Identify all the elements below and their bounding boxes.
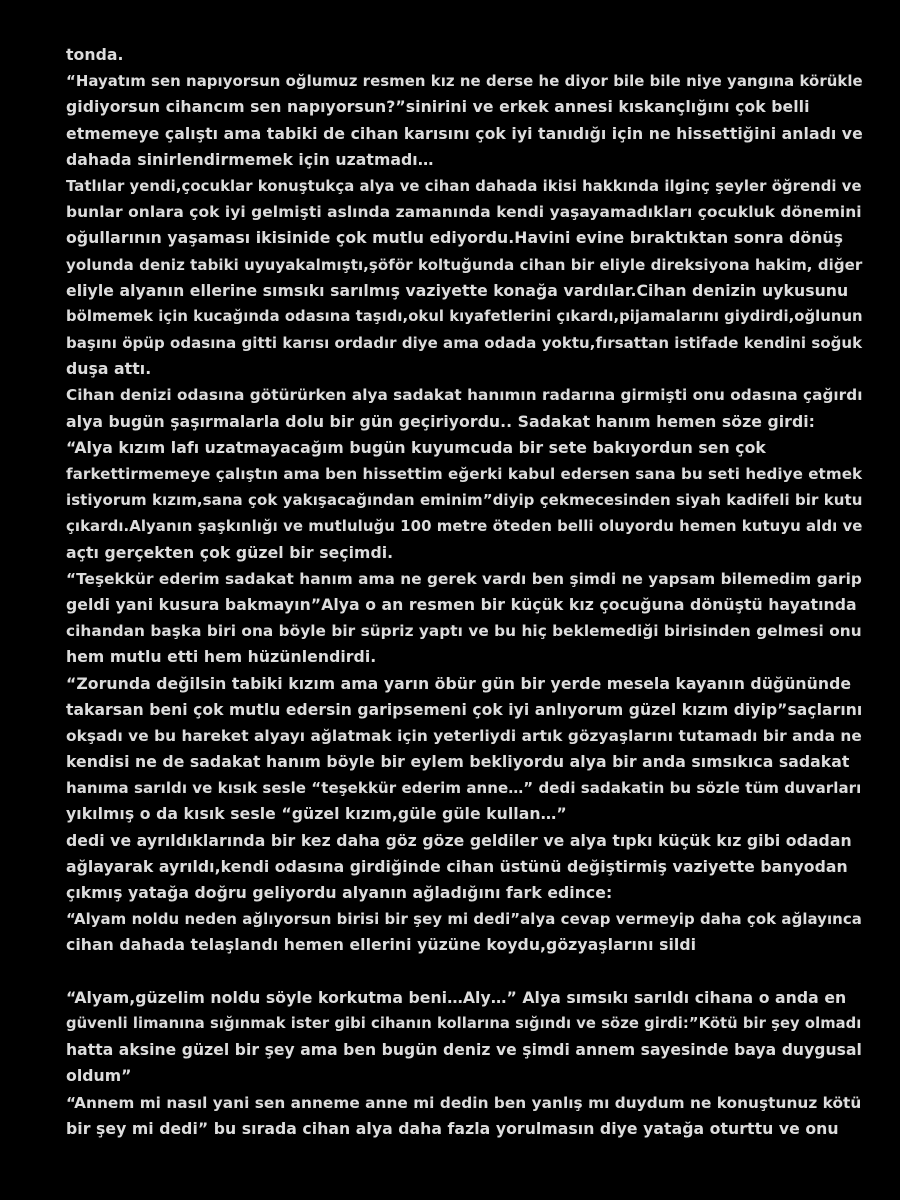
text-line: “Teşekkür ederim sadakat hanım ama ne gerek vardı ben şimdi ne yapsam bilemedim garip	[66, 569, 862, 588]
text-line: etmemeye çalıştı ama tabiki de cihan karısını çok iyi tanıdığı için ne hissettiğini anladı ve	[66, 123, 863, 143]
text-line: Cihan denizi odasına götürürken alya sadakat hanımın radarına girmişti onu odasına çağırdı	[66, 386, 863, 405]
text-line: eliyle alyanın ellerine sımsıkı sarılmış vaziyette konağa vardılar.Cihan denizin uykusunu	[66, 280, 849, 300]
text-line: çıkmış yatağa doğru geliyordu alyanın ağladığını fark edince:	[66, 883, 613, 902]
text-line: güvenli limanına sığınmak ister gibi cihanın kollarına sığındı ve söze girdi:”Kötü bir şey olmadı	[66, 1014, 862, 1032]
text-line: “Alya kızım lafı uzatmayacağım bugün kuyumcuda bir sete bakıyordun sen çok	[66, 437, 766, 457]
text-line: “Alyam,güzelim noldu söyle korkutma beni…Aly…” Alya sımsıkı sarıldı cihana o anda en	[66, 987, 847, 1007]
story-text	[66, 42, 866, 1142]
document-page	[66, 42, 866, 1142]
text-line: alya bugün şaşırmalarla dolu bir gün geçiriyordu.. Sadakat hanım hemen söze girdi:	[66, 411, 815, 431]
text-line: “Hayatım sen napıyorsun oğlumuz resmen kız ne derse he diyor bile bile niye yangına körükle	[66, 72, 863, 91]
text-line: yıkılmış o da kısık sesle “güzel kızım,güle güle kullan…”	[66, 804, 567, 824]
text-line: dahada sinirlendirmemek için uzatmadı…	[66, 149, 434, 169]
text-line: “Alyam noldu neden ağlıyorsun birisi bir şey mi dedi”alya cevap vermeyip daha çok ağlayınca	[66, 910, 862, 929]
text-line: “Annem mi nasıl yani sen anneme anne mi dedin ben yanlış mı duydum ne konuştunuz kötü	[66, 1093, 862, 1112]
text-line: bir şey mi dedi” bu sırada cihan alya daha fazla yorulmasın diye yatağa oturttu ve onu	[66, 1118, 839, 1138]
text-line: çıkardı.Alyanın şaşkınlığı ve mutluluğu 100 metre öteden belli oluyordu hemen kutuyu aldı ve	[66, 517, 863, 536]
text-line: cihan dahada telaşlandı hemen ellerini yüzüne koydu,gözyaşlarını sildi	[66, 935, 697, 955]
text-line: Tatlılar yendi,çocuklar konuştukça alya ve cihan dahada ikisi hakkında ilginç şeyler öğrendi ve	[66, 176, 862, 195]
text-line: yolunda deniz tabiki uyuyakalmıştı,şöför koltuğunda cihan bir eliyle direksiyona hakim, diğer	[66, 255, 863, 274]
text-line: ağlayarak ayrıldı,kendi odasına girdiğinde cihan üstünü değiştirmiş vaziyette banyodan	[66, 856, 848, 876]
text-line: takarsan beni çok mutlu edersin garipsemeni çok iyi anlıyorum güzel kızım diyip”saçlarını	[66, 700, 863, 719]
text-line: dedi ve ayrıldıklarında bir kez daha göz göze geldiler ve alya tıpkı küçük kız gibi odadan	[66, 830, 852, 850]
paragraph-break	[66, 959, 866, 985]
text-line: okşadı ve bu hareket alyayı ağlatmak için yeterliydi artık gözyaşlarını tutamadı bir anda ne	[66, 726, 862, 745]
text-line: başını öpüp odasına gitti karısı ordadır diye ama odada yoktu,fırsattan istifade kendini soğuk	[66, 334, 863, 353]
text-line: açtı gerçekten çok güzel bir seçimdi.	[66, 542, 394, 562]
text-line: istiyorum kızım,sana çok yakışacağından eminim”diyip çekmecesinden siyah kadifeli bir kutu	[66, 491, 863, 510]
text-line: bölmemek için kucağında odasına taşıdı,okul kıyafetlerini çıkardı,pijamalarını giydirdi,oğlunun	[66, 307, 863, 325]
text-line: duşa attı.	[66, 359, 152, 379]
text-line: oldum”	[66, 1066, 132, 1086]
text-line: cihandan başka biri ona böyle bir süpriz yaptı ve bu hiç beklemediği birisinden gelmesi onu	[66, 622, 862, 641]
text-line: farkettirmemeye çalıştın ama ben hissettim eğerki kabul edersen sana bu seti hediye etmek	[66, 465, 863, 483]
text-line: “Zorunda değilsin tabiki kızım ama yarın öbür gün bir yerde mesela kayanın düğününde	[66, 673, 852, 693]
text-line: gidiyorsun cihancım sen napıyorsun?”sinirini ve erkek annesi kıskançlığını çok belli	[66, 97, 810, 117]
text-line: hanıma sarıldı ve kısık sesle “teşekkür ederim anne…” dedi sadakatin bu sözle tüm duvarları	[66, 779, 862, 798]
text-line: geldi yani kusura bakmayın”Alya o an resmen bir küçük kız çocuğuna dönüştü hayatında	[66, 594, 857, 614]
text-line: bunlar onlara çok iyi gelmişti aslında zamanında kendi yaşayamadıkları çocukluk dönemini	[66, 203, 862, 222]
text-line: tonda.	[66, 45, 124, 64]
text-line: kendisi ne de sadakat hanım böyle bir eylem bekliyordu alya bir anda sımsıkıca sadakat	[66, 752, 850, 772]
text-line: oğullarının yaşaması ikisinide çok mutlu ediyordu.Havini evine bıraktıktan sonra dönüş	[66, 228, 844, 248]
text-line: hatta aksine güzel bir şey ama ben bugün deniz ve şimdi annem sayesinde baya duygusal	[66, 1041, 862, 1060]
text-line: hem mutlu etti hem hüzünlendirdi.	[66, 647, 377, 667]
